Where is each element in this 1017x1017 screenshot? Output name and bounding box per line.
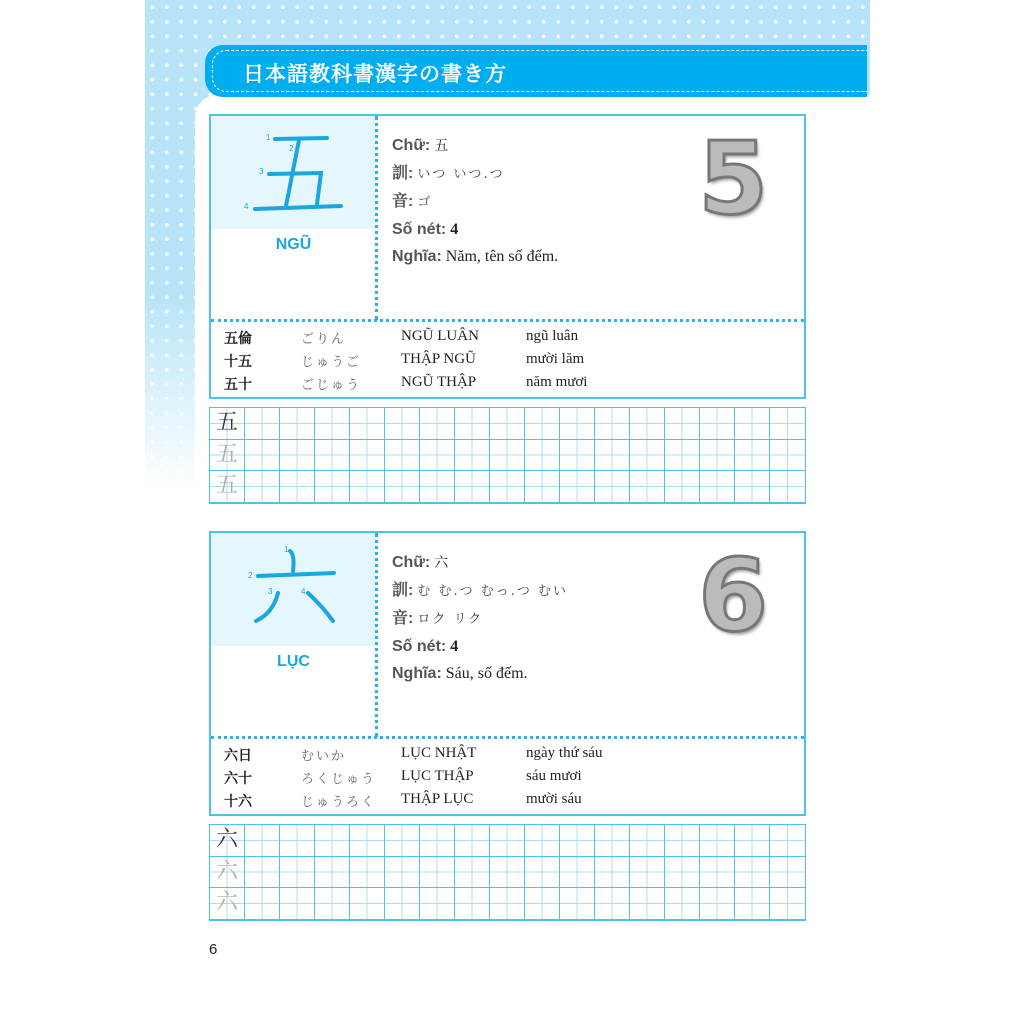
vocab-row [211,351,804,374]
practice-cell[interactable] [455,857,490,889]
vocab-meaning: mười lăm [526,351,585,367]
practice-cell[interactable] [735,471,770,503]
practice-cell[interactable] [735,825,770,857]
label-chu: Chữ: [392,137,431,154]
page-number: 6 [209,941,218,958]
svg-text:3: 3 [268,587,273,596]
meaning-value: Sáu, số đếm. [445,665,528,682]
vocab-meaning: năm mươi [526,374,588,390]
kanji-card-1 [209,531,806,816]
divider [211,736,804,739]
practice-grid [209,407,806,504]
practice-cell[interactable] [490,857,525,889]
practice-cell[interactable] [770,888,805,920]
practice-cell[interactable] [595,857,630,889]
divider [375,116,378,320]
practice-cell[interactable] [420,440,455,472]
practice-cell[interactable] [595,408,630,440]
practice-cell[interactable] [525,471,560,503]
practice-cell[interactable] [770,440,805,472]
vocab-list [211,745,804,814]
divider [375,533,378,737]
practice-cell[interactable] [385,857,420,889]
vocab-kana: じゅうご [301,355,362,370]
practice-cell[interactable] [560,857,595,889]
svg-text:1: 1 [284,545,289,554]
practice-cell[interactable] [245,857,280,889]
vocab-meaning: ngũ luân [526,328,579,344]
practice-cell[interactable] [525,888,560,920]
practice-cell[interactable] [245,888,280,920]
vocab-meaning: sáu mươi [526,768,582,784]
label-on: 音: [392,193,414,210]
practice-cell[interactable] [420,408,455,440]
practice-cell[interactable] [350,440,385,472]
practice-cell[interactable] [595,440,630,472]
practice-sample: 六 [210,857,245,889]
vocab-kana: ろくじゅう [301,772,377,787]
vocab-kana: ごじゅう [301,378,362,393]
practice-cell[interactable] [700,408,735,440]
svg-text:1: 1 [266,133,271,142]
practice-cell[interactable] [490,440,525,472]
vocab-kanji: 六日 [224,748,252,764]
practice-cell[interactable] [455,440,490,472]
practice-cell[interactable] [665,888,700,920]
practice-cell[interactable] [630,825,665,857]
vocab-row [211,791,804,814]
svg-text:2: 2 [289,144,294,153]
practice-cell[interactable] [735,440,770,472]
practice-sample: 六 [210,825,245,857]
label-strokes: Số nét: [392,638,447,655]
practice-cell[interactable] [315,857,350,889]
practice-sample: 五 [210,471,245,503]
practice-cell[interactable] [280,888,315,920]
label-kun: 訓: [392,582,414,599]
practice-cell[interactable] [315,825,350,857]
practice-cell[interactable] [560,408,595,440]
svg-text:4: 4 [301,587,306,596]
number-graphic: 6 [698,537,768,654]
practice-cell[interactable] [665,408,700,440]
practice-cell[interactable] [350,471,385,503]
label-meaning: Nghĩa: [392,665,442,682]
svg-text:4: 4 [244,202,249,211]
practice-cell[interactable] [665,440,700,472]
practice-cell[interactable] [665,471,700,503]
stroke-order-diagram [211,533,376,646]
practice-cell[interactable] [595,471,630,503]
practice-cell[interactable] [350,888,385,920]
kanji-info [392,132,558,270]
practice-cell[interactable] [455,471,490,503]
practice-cell[interactable] [350,408,385,440]
practice-cell[interactable] [630,408,665,440]
meaning-value: Năm, tên số đếm. [445,248,559,265]
practice-cell[interactable] [245,825,280,857]
label-strokes: Số nét: [392,221,447,238]
vocab-row [211,328,804,351]
practice-cell[interactable] [420,857,455,889]
vocab-row [211,745,804,768]
practice-cell[interactable] [770,408,805,440]
practice-cell[interactable] [490,408,525,440]
kanji-value: 五 [434,138,449,154]
label-kun: 訓: [392,165,414,182]
practice-grid [209,824,806,921]
page-title: 日本語教科書漢字の書き方 [243,62,507,86]
practice-sample: 六 [210,888,245,920]
vocab-kana: ごりん [301,332,347,347]
vocab-row [211,374,804,397]
practice-cell[interactable] [280,471,315,503]
vocab-meaning: mười sáu [526,791,582,807]
header-banner [205,45,867,97]
practice-cell[interactable] [315,408,350,440]
practice-cell[interactable] [385,888,420,920]
practice-cell[interactable] [525,440,560,472]
kanji-value: 六 [434,555,449,571]
kun-value: む む.つ むっ.つ むい [417,584,569,599]
vocab-row [211,768,804,791]
practice-cell[interactable] [700,440,735,472]
practice-cell[interactable] [350,857,385,889]
practice-cell[interactable] [595,825,630,857]
practice-cell[interactable] [700,825,735,857]
practice-cell[interactable] [735,408,770,440]
practice-cell[interactable] [315,888,350,920]
practice-cell[interactable] [700,888,735,920]
practice-cell[interactable] [560,440,595,472]
strokes-value: 4 [450,638,459,655]
practice-cell[interactable] [420,471,455,503]
practice-cell[interactable] [560,471,595,503]
sino-reading: LỤC [277,653,310,670]
practice-cell[interactable] [560,888,595,920]
kanji-info [392,549,568,687]
practice-cell[interactable] [420,888,455,920]
practice-cell[interactable] [385,825,420,857]
practice-cell[interactable] [560,825,595,857]
label-chu: Chữ: [392,554,431,571]
practice-cell[interactable] [280,408,315,440]
practice-cell[interactable] [420,825,455,857]
vocab-kanji: 五十 [224,377,252,393]
kanji-card-0 [209,114,806,399]
divider [211,319,804,322]
practice-cell[interactable] [350,825,385,857]
practice-cell[interactable] [665,825,700,857]
practice-cell[interactable] [735,857,770,889]
vocab-kanji: 十五 [224,354,252,370]
practice-cell[interactable] [280,440,315,472]
practice-cell[interactable] [525,408,560,440]
practice-sample: 五 [210,440,245,472]
practice-cell[interactable] [525,825,560,857]
vocab-kana: むいか [301,749,347,764]
practice-cell[interactable] [315,440,350,472]
label-meaning: Nghĩa: [392,248,442,265]
practice-cell[interactable] [630,888,665,920]
number-graphic: 5 [698,120,768,237]
practice-cell[interactable] [385,408,420,440]
practice-cell[interactable] [595,888,630,920]
svg-text:3: 3 [259,167,264,176]
practice-cell[interactable] [280,857,315,889]
practice-cell[interactable] [770,857,805,889]
vocab-meaning: ngày thứ sáu [526,745,603,761]
vocab-sino: LỤC NHẬT [401,745,477,761]
practice-cell[interactable] [455,408,490,440]
practice-cell[interactable] [735,888,770,920]
vocab-kanji: 五倫 [224,331,252,347]
vocab-sino: LỤC THẬP [401,768,474,784]
practice-cell[interactable] [455,825,490,857]
on-value: ゴ [417,195,433,210]
practice-cell[interactable] [490,888,525,920]
svg-text:2: 2 [248,571,253,580]
vocab-sino: THẬP LỤC [401,791,474,807]
practice-cell[interactable] [490,471,525,503]
sino-reading: NGŨ [275,236,312,253]
practice-cell[interactable] [490,825,525,857]
practice-sample: 五 [210,408,245,440]
stroke-order-diagram [211,116,376,229]
vocab-kana: じゅうろく [301,795,377,810]
practice-cell[interactable] [770,471,805,503]
vocab-kanji: 十六 [224,794,252,810]
practice-cell[interactable] [700,471,735,503]
practice-cell[interactable] [770,825,805,857]
practice-cell[interactable] [630,857,665,889]
practice-cell[interactable] [630,471,665,503]
label-on: 音: [392,610,414,627]
vocab-sino: THẬP NGŨ [401,351,476,367]
practice-cell[interactable] [455,888,490,920]
vocab-sino: NGŨ THẬP [401,374,477,390]
practice-cell[interactable] [665,857,700,889]
kun-value: いつ いつ.つ [417,167,505,182]
practice-cell[interactable] [245,440,280,472]
practice-cell[interactable] [245,408,280,440]
practice-cell[interactable] [315,471,350,503]
practice-cell[interactable] [385,440,420,472]
practice-cell[interactable] [525,857,560,889]
practice-cell[interactable] [245,471,280,503]
practice-cell[interactable] [385,471,420,503]
strokes-value: 4 [450,221,459,238]
practice-cell[interactable] [630,440,665,472]
vocab-kanji: 六十 [224,771,252,787]
vocab-sino: NGŨ LUÂN [401,328,479,344]
vocab-list [211,328,804,397]
on-value: ロク リク [417,612,484,627]
practice-cell[interactable] [700,857,735,889]
practice-cell[interactable] [280,825,315,857]
